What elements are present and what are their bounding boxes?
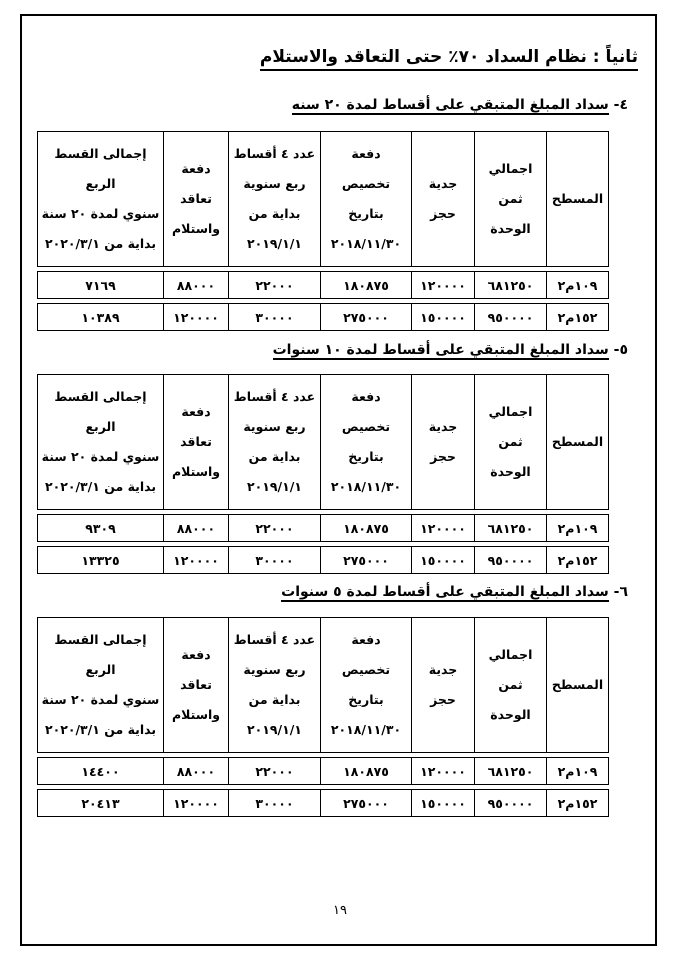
cell-quarterly: ٣٠٠٠٠ (229, 304, 321, 331)
header-unit-total: اجمالي ثمن الوحدة (475, 132, 547, 267)
section-title (292, 95, 628, 115)
cell-area: ١٥٢م٢ (547, 547, 609, 574)
table-row (38, 304, 609, 331)
header-quarterly: عدد ٤ أقساط ربع سنوية بداية من ٢٠١٩/١/١ (229, 375, 321, 510)
header-unit-total: اجمالي ثمن الوحدة (475, 618, 547, 753)
cell-quarterly: ٢٢٠٠٠ (229, 758, 321, 785)
cell-unit-total: ٦٨١٢٥٠ (475, 515, 547, 542)
header-contract: دفعة تعاقد واستلام (164, 375, 229, 510)
header-total-quarterly: إجمالى القسط الربع سنوي لمدة ٢٠ سنة بداية من ٢٠٢٠/٣/١ (38, 375, 164, 510)
header-unit-total: اجمالي ثمن الوحدة (475, 375, 547, 510)
cell-contract: ١٢٠٠٠٠ (164, 790, 229, 817)
installment-table (37, 131, 609, 331)
header-area: المسطح (547, 375, 609, 510)
cell-quarterly: ٣٠٠٠٠ (229, 790, 321, 817)
installment-table (37, 374, 609, 574)
cell-booking: ١٥٠٠٠٠ (412, 547, 475, 574)
cell-total-quarterly: ٢٠٤١٣ (38, 790, 164, 817)
header-row (38, 375, 609, 510)
table-row (38, 790, 609, 817)
cell-area: ١٠٩م٢ (547, 272, 609, 299)
section-title (281, 582, 628, 602)
cell-contract: ٨٨٠٠٠ (164, 515, 229, 542)
section-number: ٦- (613, 584, 628, 600)
header-booking: جدية حجز (412, 375, 475, 510)
cell-allocation: ٢٧٥٠٠٠ (321, 790, 412, 817)
section-title-text: سداد المبلغ المتبقي على أقساط لمدة ١٠ سنوات (272, 342, 609, 358)
cell-quarterly: ٢٢٠٠٠ (229, 515, 321, 542)
header-row (38, 618, 609, 753)
cell-unit-total: ٦٨١٢٥٠ (475, 758, 547, 785)
cell-allocation: ١٨٠٨٧٥ (321, 515, 412, 542)
cell-total-quarterly: ١٤٤٠٠ (38, 758, 164, 785)
table-row (38, 272, 609, 299)
cell-booking: ١٢٠٠٠٠ (412, 758, 475, 785)
cell-area: ١٥٢م٢ (547, 790, 609, 817)
cell-unit-total: ٦٨١٢٥٠ (475, 272, 547, 299)
cell-total-quarterly: ١٠٣٨٩ (38, 304, 164, 331)
section-title-text: سداد المبلغ المتبقي على أقساط لمدة ٥ سنوات (281, 584, 609, 600)
cell-booking: ١٢٠٠٠٠ (412, 272, 475, 299)
cell-unit-total: ٩٥٠٠٠٠ (475, 790, 547, 817)
cell-booking: ١٥٠٠٠٠ (412, 304, 475, 331)
header-total-quarterly: إجمالى القسط الربع سنوي لمدة ٢٠ سنة بداية من ٢٠٢٠/٣/١ (38, 132, 164, 267)
header-area: المسطح (547, 132, 609, 267)
page-number: ١٩ (333, 903, 347, 918)
cell-total-quarterly: ٩٣٠٩ (38, 515, 164, 542)
cell-contract: ١٢٠٠٠٠ (164, 547, 229, 574)
cell-unit-total: ٩٥٠٠٠٠ (475, 547, 547, 574)
section-title (273, 340, 628, 360)
cell-contract: ٨٨٠٠٠ (164, 272, 229, 299)
cell-contract: ١٢٠٠٠٠ (164, 304, 229, 331)
cell-area: ١٠٩م٢ (547, 758, 609, 785)
header-booking: جدية حجز (412, 132, 475, 267)
cell-contract: ٨٨٠٠٠ (164, 758, 229, 785)
header-total-quarterly: إجمالى القسط الربع سنوي لمدة ٢٠ سنة بداية من ٢٠٢٠/٣/١ (38, 618, 164, 753)
section-title-text: سداد المبلغ المتبقي على أقساط لمدة ٢٠ سنه (291, 97, 609, 113)
header-quarterly: عدد ٤ أقساط ربع سنوية بداية من ٢٠١٩/١/١ (229, 132, 321, 267)
main-title: ثانياً : نظام السداد ٧٠٪ حتى التعاقد والاستلام (260, 46, 638, 71)
cell-booking: ١٢٠٠٠٠ (412, 515, 475, 542)
table-row (38, 547, 609, 574)
header-allocation: دفعة تخصيص بتاريخ ٢٠١٨/١١/٣٠ (321, 132, 412, 267)
header-quarterly: عدد ٤ أقساط ربع سنوية بداية من ٢٠١٩/١/١ (229, 618, 321, 753)
cell-area: ١٥٢م٢ (547, 304, 609, 331)
cell-allocation: ١٨٠٨٧٥ (321, 272, 412, 299)
installment-table (37, 617, 609, 817)
cell-allocation: ٢٧٥٠٠٠ (321, 547, 412, 574)
header-allocation: دفعة تخصيص بتاريخ ٢٠١٨/١١/٣٠ (321, 375, 412, 510)
cell-quarterly: ٢٢٠٠٠ (229, 272, 321, 299)
section-number: ٤- (613, 97, 628, 113)
header-contract: دفعة تعاقد واستلام (164, 132, 229, 267)
header-booking: جدية حجز (412, 618, 475, 753)
header-allocation: دفعة تخصيص بتاريخ ٢٠١٨/١١/٣٠ (321, 618, 412, 753)
cell-allocation: ٢٧٥٠٠٠ (321, 304, 412, 331)
table-row (38, 515, 609, 542)
header-row (38, 132, 609, 267)
cell-quarterly: ٣٠٠٠٠ (229, 547, 321, 574)
header-contract: دفعة تعاقد واستلام (164, 618, 229, 753)
cell-allocation: ١٨٠٨٧٥ (321, 758, 412, 785)
cell-total-quarterly: ١٣٣٢٥ (38, 547, 164, 574)
table-row (38, 758, 609, 785)
cell-booking: ١٥٠٠٠٠ (412, 790, 475, 817)
section-number: ٥- (613, 342, 628, 358)
cell-total-quarterly: ٧١٦٩ (38, 272, 164, 299)
cell-unit-total: ٩٥٠٠٠٠ (475, 304, 547, 331)
cell-area: ١٠٩م٢ (547, 515, 609, 542)
header-area: المسطح (547, 618, 609, 753)
